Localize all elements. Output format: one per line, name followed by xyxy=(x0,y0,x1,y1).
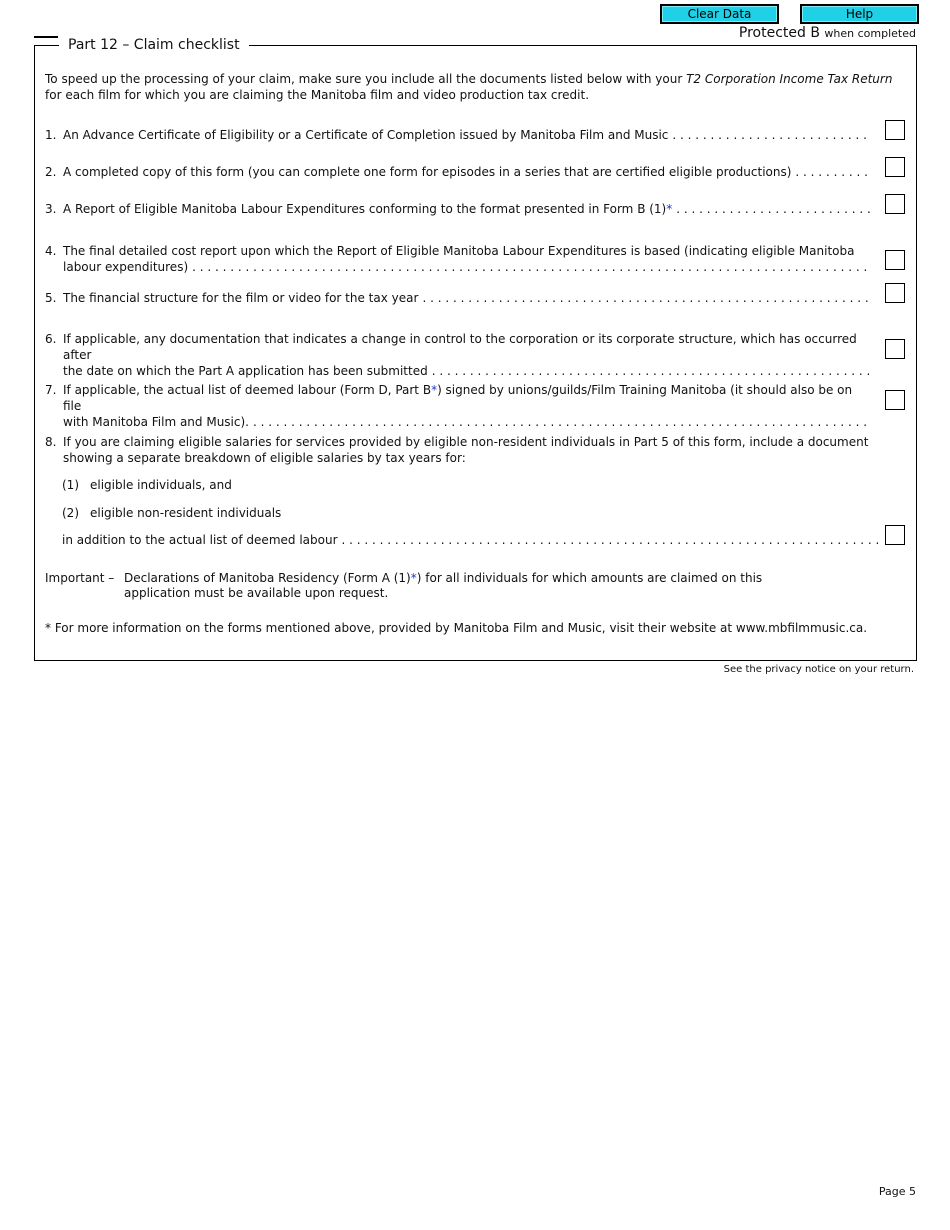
checklist-item-1 xyxy=(45,127,871,143)
sub-item-text: eligible individuals, and xyxy=(90,478,232,492)
help-button[interactable]: Help xyxy=(800,4,919,24)
item-number: 7. xyxy=(45,383,57,397)
intro-italic: T2 Corporation Income Tax Return xyxy=(686,72,893,86)
checkbox-item-5[interactable] xyxy=(885,283,905,303)
item-text: An Advance Certificate of Eligibility or a Certificate of Completion issued by Manitoba Film and Music xyxy=(63,128,669,142)
footnote-star: * xyxy=(410,571,417,585)
checklist-item-7 xyxy=(45,382,871,430)
checklist-item-4 xyxy=(45,243,871,275)
important-note xyxy=(45,571,905,601)
part-title: Part 12 – Claim checklist xyxy=(59,37,249,54)
item-text-line1: If applicable, any documentation that indicates a change in control to the corporation or its corporate structure, which has occurred after xyxy=(63,332,857,362)
sub-item-2 xyxy=(62,506,281,520)
intro-before: To speed up the processing of your claim, make sure you include all the documents listed below with your xyxy=(45,72,687,86)
item-number: 3. xyxy=(45,202,57,216)
item-text: The financial structure for the film or video for the tax year xyxy=(63,291,419,305)
checklist-item-2 xyxy=(45,164,871,180)
item-text: A completed copy of this form (you can complete one form for episodes in a series that are certified eligible productions) xyxy=(63,165,792,179)
privacy-notice: See the privacy notice on your return. xyxy=(723,664,914,675)
intro-after: for each film for which you are claiming the Manitoba film and video production tax credit. xyxy=(45,88,590,102)
item-number: 2. xyxy=(45,165,57,179)
page-number: Page 5 xyxy=(878,1185,916,1198)
footnote-star: * xyxy=(431,383,438,397)
item-text-line1b: ) signed by unions/guilds/Film Training Manitoba (it should also be on file xyxy=(63,383,853,413)
item-number: 4. xyxy=(45,244,57,258)
sub-item-1 xyxy=(62,478,232,492)
intro-text xyxy=(45,71,905,103)
checklist-item-8 xyxy=(45,434,871,466)
important-label: Important – xyxy=(45,571,115,585)
item-text: A Report of Eligible Manitoba Labour Expenditures conforming to the format presented in Form B (1) xyxy=(63,202,667,216)
checklist-item-6 xyxy=(45,331,871,379)
item-text-line2: showing a separate breakdown of eligible salaries by tax years for: xyxy=(63,451,466,465)
item-number: 6. xyxy=(45,332,57,346)
item-8-tail xyxy=(62,532,878,548)
checkbox-item-6[interactable] xyxy=(885,339,905,359)
important-text-after: ) for all individuals for which amounts are claimed on this application must be available upon request. xyxy=(124,571,763,600)
item-number: 5. xyxy=(45,291,57,305)
important-text-before: Declarations of Manitoba Residency (Form A (1) xyxy=(124,571,411,585)
item-text-line2: labour expenditures) xyxy=(63,260,189,274)
protected-level: Protected B xyxy=(738,25,820,41)
claim-checklist-panel xyxy=(34,37,917,661)
checkbox-item-1[interactable] xyxy=(885,120,905,140)
sub-item-number: (1) xyxy=(62,478,79,492)
sub-item-number: (2) xyxy=(62,506,79,520)
item-number: 1. xyxy=(45,128,57,142)
footnote-star: * xyxy=(666,202,673,216)
checkbox-item-8[interactable] xyxy=(885,525,905,545)
checkbox-item-3[interactable] xyxy=(885,194,905,214)
clear-data-button[interactable]: Clear Data xyxy=(660,4,779,24)
item-text-line2: with Manitoba Film and Music). xyxy=(63,415,249,429)
item-text-line2: the date on which the Part A application has been submitted xyxy=(63,364,428,378)
item-number: 8. xyxy=(45,435,57,449)
item-8-tail-text: in addition to the actual list of deemed labour xyxy=(62,533,338,547)
footnote: * For more information on the forms mentioned above, provided by Manitoba Film and Music, visit their website at www.mbfilmmusic.ca. xyxy=(45,621,868,635)
protected-suffix: when completed xyxy=(824,27,916,40)
checkbox-item-4[interactable] xyxy=(885,250,905,270)
checkbox-item-2[interactable] xyxy=(885,157,905,177)
protected-label xyxy=(739,25,916,41)
checklist-item-3 xyxy=(45,201,871,217)
checklist-item-5 xyxy=(45,290,871,306)
checkbox-item-7[interactable] xyxy=(885,390,905,410)
sub-item-text: eligible non-resident individuals xyxy=(90,506,282,520)
item-text-line1: If you are claiming eligible salaries for services provided by eligible non-resident individuals in Part 5 of this form, include a document xyxy=(63,435,869,449)
item-text-line1: The final detailed cost report upon which the Report of Eligible Manitoba Labour Expenditures is based (indicating eligible Manitoba xyxy=(63,244,855,258)
item-text-line1a: If applicable, the actual list of deemed labour (Form D, Part B xyxy=(63,383,432,397)
